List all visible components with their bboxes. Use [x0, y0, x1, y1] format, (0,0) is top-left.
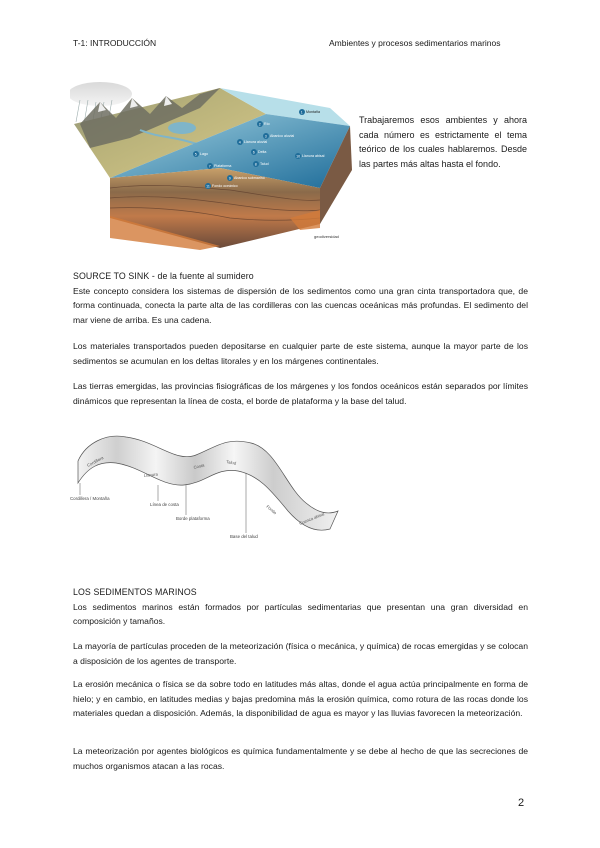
svg-text:6: 6: [252, 150, 255, 155]
label-rio: Río: [264, 122, 270, 126]
svg-text:7: 7: [208, 164, 211, 169]
section2-paragraph-3: La erosión mecánica o física se da sobre todo en latitudes más altas, donde el agua actúa principalmente en forma de hielo; y en cambio, en latitudes medias y bajas predomina más la erosión química, como rotura de las rocas donde los materiales quedan a disposición. Además, la disponibilidad de agua es mayor y las lluvias favorecen la meteorización.: [73, 679, 528, 719]
svg-text:11: 11: [206, 184, 210, 189]
ribbon-label-costa: Costa: [193, 462, 205, 470]
page-number: 2: [518, 797, 525, 809]
svg-text:4: 4: [238, 140, 241, 145]
label-delta: Delta: [258, 150, 267, 154]
section2-title: LOS SEDIMENTOS MARINOS: [73, 587, 197, 597]
svg-text:2: 2: [258, 122, 261, 127]
source-to-sink-ribbon-diagram: [66, 403, 346, 553]
label-llanura-abisal: Llanura abisal: [302, 154, 325, 158]
intro-paragraph: Trabajaremos esos ambientes y ahora cada número es estrictamente el tema teórico de los cuales hablaremos. Desde las partes más altas hasta el fondo.: [359, 115, 527, 169]
label-talud: Talud: [260, 162, 269, 166]
section2-paragraph-4: La meteorización por agentes biológicos es química fundamentalmente y se debe al hecho de que las secreciones de muchos organismos atacan a las rocas.: [73, 746, 528, 771]
section1-paragraph-1: Este concepto considera los sistemas de dispersión de los sedimentos como una gran cinta transportadora que, de forma continuada, conecta la parte alta de las cordilleras con las cuencas oceánicas más profundas. El sedimento del mar viene de arriba. Es una cadena.: [73, 285, 528, 325]
figure-credit: geodiversidad: [314, 234, 339, 239]
label-fondo-oceanico: Fondo oceánico: [212, 184, 238, 188]
annotation-linea-costa: Línea de costa: [150, 502, 179, 507]
section1-block: [73, 269, 528, 327]
section1-title: SOURCE TO SINK - de la fuente al sumidero: [73, 271, 254, 281]
svg-text:10: 10: [296, 154, 301, 159]
svg-text:5: 5: [194, 152, 197, 157]
section1-paragraph-2: Los materiales transportados pueden depositarse en cualquier parte de este sistema, aunque la mayor parte de los sedimentos se acumulan en los deltas litorales y en los márgenes continentales.: [73, 341, 528, 366]
ribbon-label-fondo: Fondo: [265, 503, 278, 516]
section2-paragraph-2: La mayoría de partículas proceden de la meteorización (física o mecánica, y química) de rocas emergidas y se colocan a disposición de los agentes de transporte.: [73, 641, 528, 666]
svg-text:3: 3: [264, 134, 267, 139]
label-abanico-submarino: Abanico submarino: [234, 176, 265, 180]
label-llanura-aluvial: Llanura aluvial: [244, 140, 268, 144]
label-lago: Lago: [200, 152, 208, 156]
header-subject-title: Ambientes y procesos sedimentarios marinos: [329, 38, 501, 48]
header-course-title: T-1: INTRODUCCIÓN: [73, 38, 157, 48]
ribbon-label-talud: Talud: [225, 459, 237, 466]
section2-block: [73, 585, 528, 629]
ribbon-label-cordillera: Cordillera: [86, 455, 105, 468]
ribbon-label-cuenca: Cuenca abisal: [298, 511, 325, 526]
ribbon-label-llanura: Llanura: [143, 471, 159, 478]
annotation-base-talud: Base del talud: [230, 534, 258, 539]
label-plataforma: Plataforma: [214, 164, 232, 168]
annotation-borde-plataforma: Borde plataforma: [176, 516, 210, 521]
label-montana: Montaña: [306, 110, 320, 114]
svg-text:1: 1: [300, 110, 303, 115]
svg-text:8: 8: [254, 162, 257, 167]
svg-text:9: 9: [228, 176, 231, 181]
section2-paragraph-1: Los sedimentos marinos están formados por partículas sedimentarias que presentan una gran diversidad en composición y tamaños.: [73, 601, 528, 627]
sedimentary-environments-block-diagram: [70, 78, 360, 250]
annotation-cordillera: Cordillera / Montaña: [70, 496, 110, 501]
label-abanico-aluvial: Abanico aluvial: [270, 134, 295, 138]
section1-paragraph-3: Las tierras emergidas, las provincias fisiográficas de los márgenes y los fondos oceánicos están separados por límites dinámicos que representan la línea de costa, el borde de plataforma y la base del talud.: [73, 381, 528, 406]
